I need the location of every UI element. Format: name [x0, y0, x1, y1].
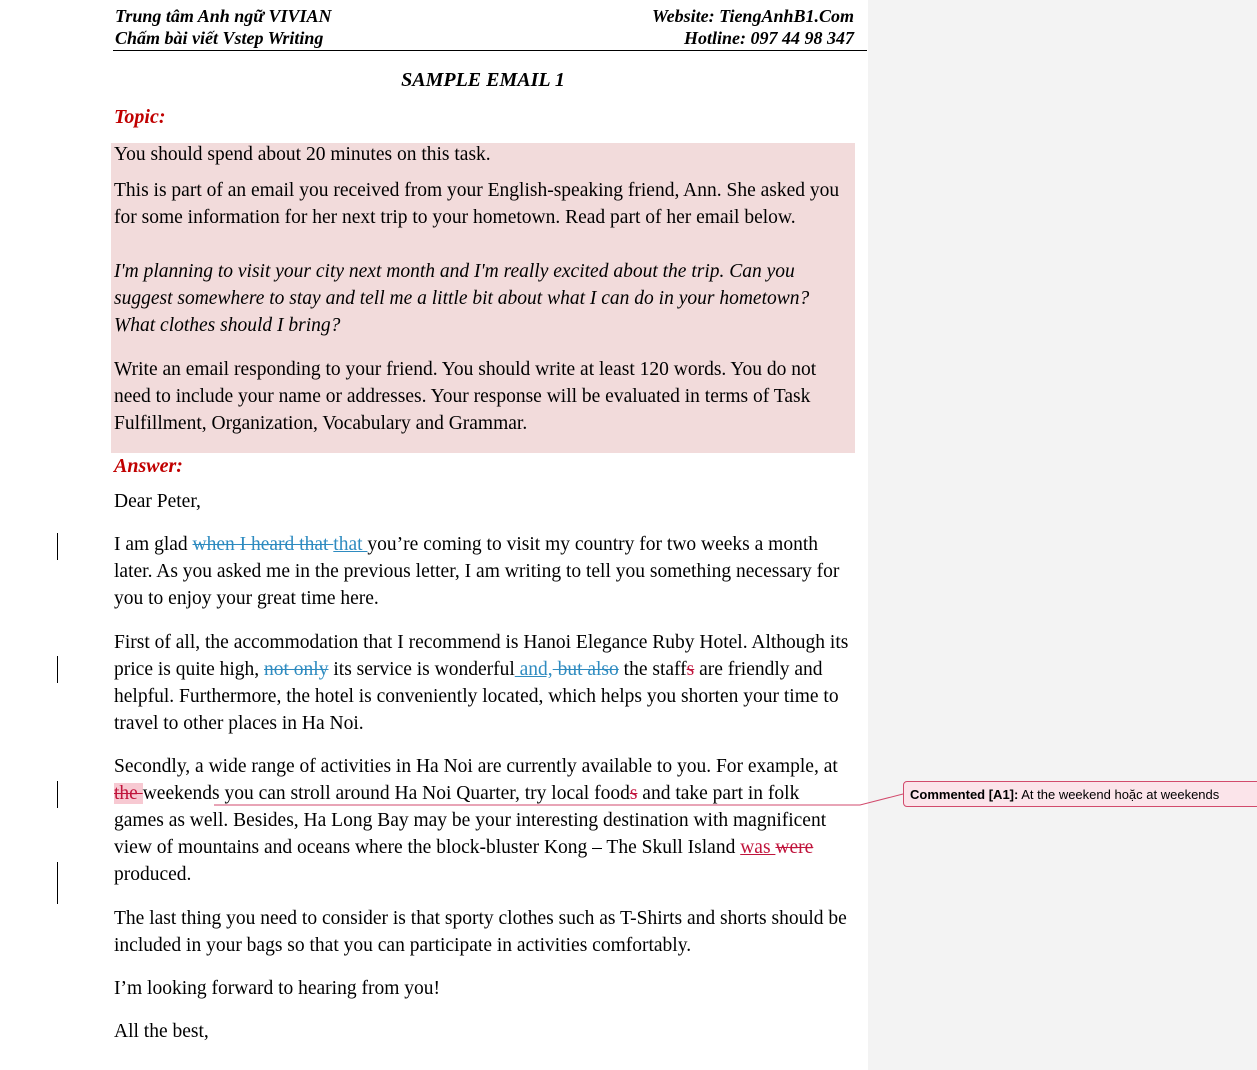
change-bar [57, 862, 58, 904]
header-hotline: Hotline: 097 44 98 347 [684, 28, 854, 48]
header-center-name: Trung tâm Anh ngữ VIVIAN [115, 6, 332, 26]
comment-label: Commented [A1]: [910, 787, 1019, 802]
header-website: Website: TiengAnhB1.Com [651, 6, 854, 26]
change-bar [57, 533, 58, 560]
inserted-text[interactable]: was [740, 837, 776, 858]
answer-greeting: Dear Peter, [114, 491, 201, 512]
deleted-text[interactable]: but also [552, 659, 619, 680]
text-segment: I am glad [114, 534, 193, 555]
text-segment: produced. [114, 864, 192, 885]
answer-paragraph-1 [114, 531, 854, 612]
text-segment: Secondly, a wide range of activities in Ha Noi are currently available to you. For example, at [114, 756, 838, 777]
answer-paragraph-2 [114, 629, 854, 737]
page-header [113, 4, 867, 51]
deleted-text[interactable]: not only [264, 659, 329, 680]
answer-paragraph-4: The last thing you need to consider is that sporty clothes such as T-Shirts and shorts should be included in your bags so that you can participate in activities comfortably. [114, 908, 847, 956]
text-segment: you’re coming to visit my country for two weeks a month later. As you asked me in the previous letter, I am writing to tell you something necessary for you to enjoy your great time here. [114, 534, 840, 609]
topic-label: Topic: [114, 106, 166, 128]
topic-paragraph-instructions: Write an email responding to your friend. You should write at least 120 words. You do not need to include your name or addresses. Your response will be evaluated in terms of Task Fulfillment, Organization, Vocabulary and Grammar. [114, 359, 817, 434]
text-segment: its service is wonderful [328, 659, 515, 680]
answer-closing: All the best, [114, 1021, 209, 1042]
commented-deleted-text[interactable]: the [114, 783, 143, 804]
topic-paragraph-1: You should spend about 20 minutes on this task. [114, 144, 491, 165]
topic-email-excerpt: I'm planning to visit your city next month and I'm really excited about the trip. Can you suggest somewhere to stay and tell me a little bit about what I can do in your hometown? What clothes should I bring? [114, 261, 810, 336]
comment-balloon[interactable] [903, 781, 1257, 807]
inserted-text[interactable]: and, [514, 659, 553, 680]
deleted-text[interactable]: were [775, 837, 814, 858]
answer-paragraph-3 [114, 753, 854, 888]
comment-margin [868, 0, 1257, 1070]
change-bar [57, 656, 58, 683]
topic-paragraph-2: This is part of an email you received from your English-speaking friend, Ann. She asked you for some information for her next trip to your hometown. Read part of her email below. [114, 180, 840, 228]
text-segment: and take part in folk games as well. Besides, Ha Long Bay may be your interesting destination with magnificent view of mountains and oceans where the block-bluster Kong – The Skull Island [114, 783, 827, 858]
inserted-text[interactable]: that [333, 534, 368, 555]
document-title: SAMPLE EMAIL 1 [401, 69, 565, 91]
text-segment: are friendly and helpful. Furthermore, the hotel is conveniently located, which helps you shorten your time to travel to other places in Ha Noi. [114, 659, 839, 734]
answer-label: Answer: [114, 455, 183, 477]
deleted-text[interactable]: s [629, 783, 638, 804]
deleted-text[interactable]: when I heard that [192, 534, 334, 555]
change-bar [57, 781, 58, 808]
text-segment: First of all, the accommodation that I recommend is Hanoi Elegance Ruby Hotel. Although its price is quite high, [114, 632, 849, 680]
comment-text: At the weekend hoặc at weekends [1018, 787, 1220, 802]
header-service: Chấm bài viết Vstep Writing [115, 28, 324, 48]
deleted-text[interactable]: s [686, 659, 695, 680]
text-segment: weekends you can stroll around Ha Noi Quarter, try local food [142, 783, 630, 804]
answer-paragraph-5: I’m looking forward to hearing from you! [114, 978, 440, 999]
text-segment: the staff [618, 659, 687, 680]
